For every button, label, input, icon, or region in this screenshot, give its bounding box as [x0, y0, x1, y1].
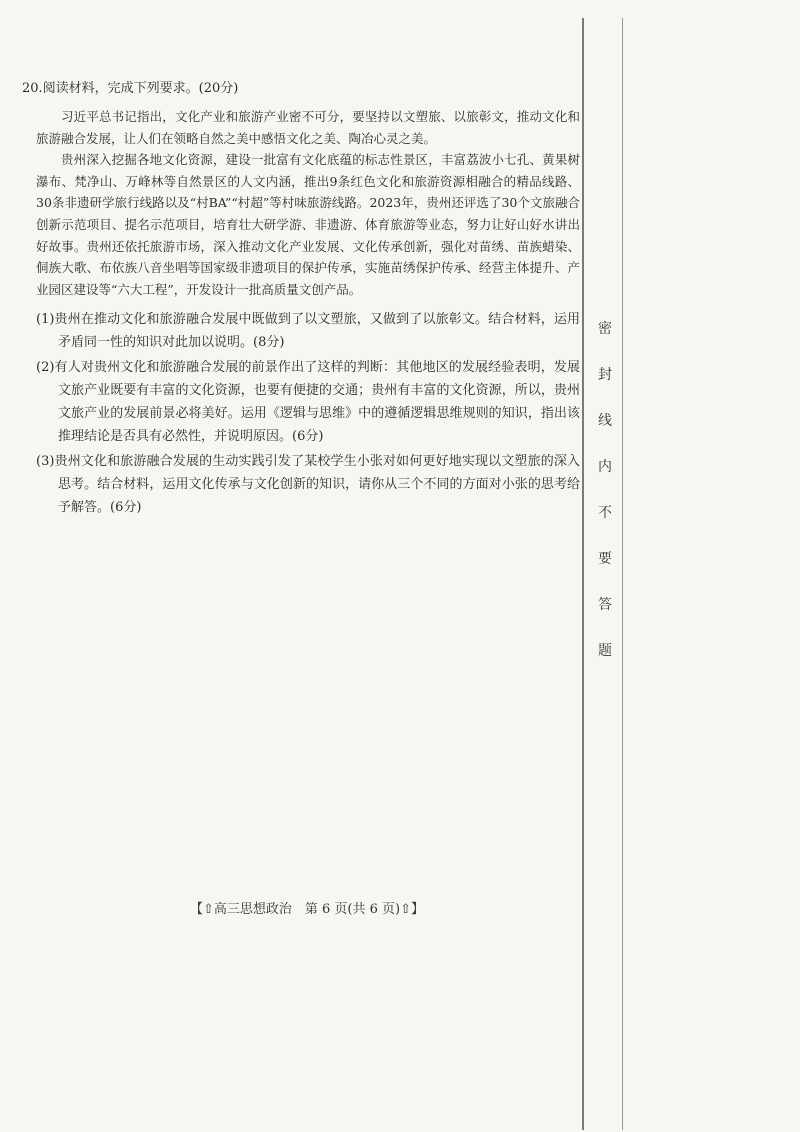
margin-line-right [622, 18, 623, 1130]
seal-char: 题 [598, 643, 612, 659]
seal-char: 不 [598, 505, 612, 521]
seal-char: 答 [598, 597, 612, 613]
seal-char: 要 [598, 551, 612, 567]
seal-char: 封 [598, 367, 612, 383]
page-footer: 【⇧高三思想政治 第 6 页(共 6 页)⇧】 [190, 902, 425, 917]
material-paragraph-1: 习近平总书记指出，文化产业和旅游产业密不可分，要坚持以文塑旅、以旅彰文，推动文化和旅游融合发展，让人们在领略自然之美中感悟文化之美、陶冶心灵之美。 [36, 109, 580, 146]
subquestion-2: (2)有人对贵州文化和旅游融合发展的前景作出了这样的判断：其他地区的发展经验表明，发展文旅产业既要有丰富的文化资源，也要有便捷的交通；贵州有丰富的文化资源，所以，贵州文旅产业的发展前景必将美好。运用《逻辑与思维》中的遵循逻辑思维规则的知识，指出该推理结论是否具有必然性，并说明原因。(6分) [36, 360, 580, 445]
material-paragraph-2: 贵州深入挖掘各地文化资源，建设一批富有文化底蕴的标志性景区，丰富荔波小七孔、黄果树瀑布、梵净山、万峰林等自然景区的人文内涵，推出9条红色文化和旅游资源相融合的精品线路、30条非遗研学旅行线路以及“村BA”“村超”等村味旅游线路。2023年，贵州还评选了30个文旅融合创新示范项目、提名示范项目，培育壮大研学游、非遗游、体育旅游等业态，努力让好山好水讲出好故事。贵州还依托旅游市场，深入推动文化产业发展、文化传承创新，强化对苗绣、苗族蜡染、侗族大歌、布依族八音坐唱等国家级非遗项目的保护传承，实施苗绣保护传承、经营主体提升、产业园区建设等“六大工程”，开发设计一批高质量文创产品。 [36, 152, 580, 297]
seal-char: 内 [598, 459, 612, 475]
subquestion-1: (1)贵州在推动文化和旅游融合发展中既做到了以文塑旅，又做到了以旅彰文。结合材料，运用矛盾同一性的知识对此加以说明。(8分) [36, 312, 580, 351]
seal-char: 密 [598, 321, 612, 337]
seal-char: 线 [598, 413, 612, 429]
seal-line-notice [592, 322, 618, 690]
question-heading: 20.阅读材料，完成下列要求。(20分) [22, 81, 239, 96]
question-block [22, 78, 580, 519]
subquestion-3: (3)贵州文化和旅游融合发展的生动实践引发了某校学生小张对如何更好地实现以文塑旅的深入思考。结合材料，运用文化传承与文化创新的知识，请你从三个不同的方面对小张的思考给予解答。(6分) [36, 454, 580, 516]
margin-line-left [582, 18, 584, 1130]
